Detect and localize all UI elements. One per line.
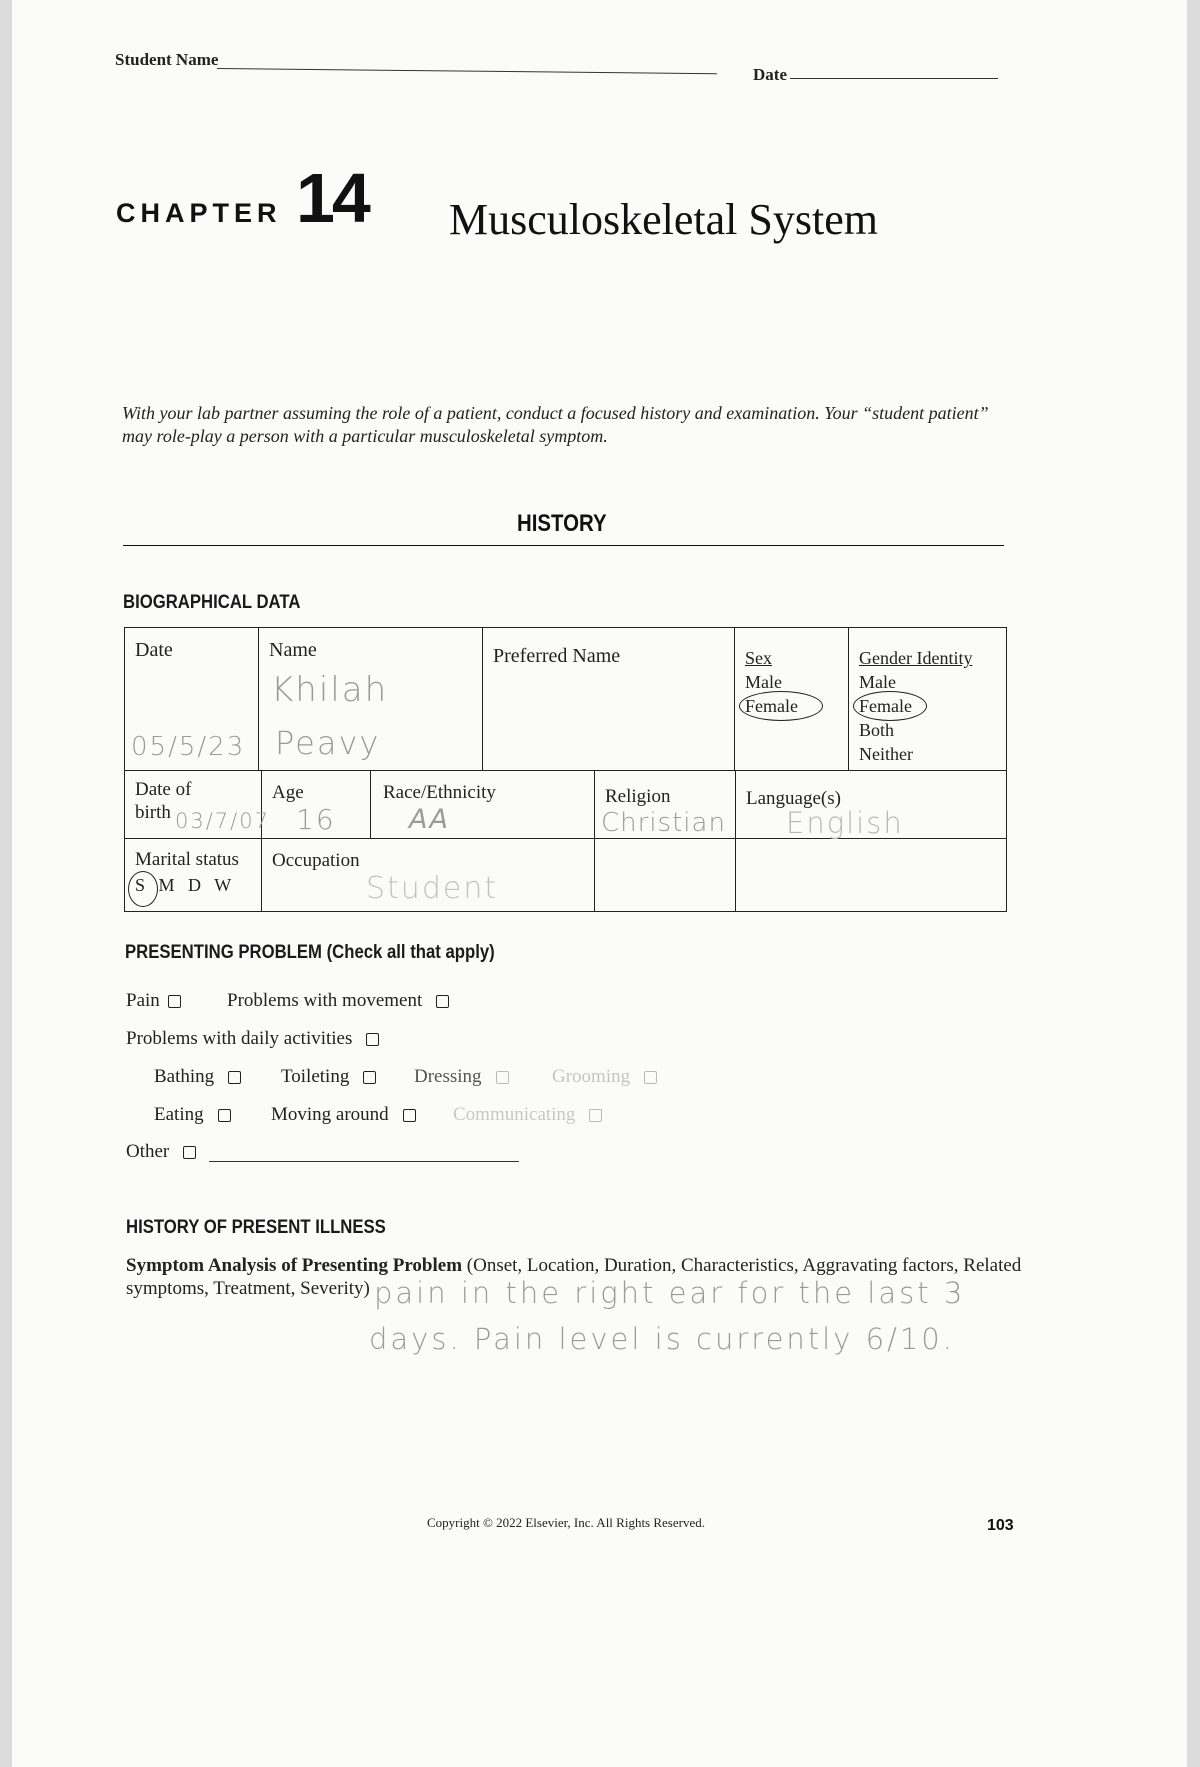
dressing-option[interactable] [414, 1066, 509, 1088]
movement-option[interactable] [227, 990, 449, 1012]
chapter-title: Musculoskeletal System [449, 195, 878, 244]
moving-around-option[interactable] [271, 1104, 416, 1126]
race-value: AA [409, 804, 450, 835]
moving-around-label: Moving around [271, 1104, 389, 1125]
preferred-name-cell[interactable] [483, 628, 735, 771]
copyright-text: Copyright © 2022 Elsevier, Inc. All Rights Reserved. [427, 1515, 705, 1530]
grooming-option[interactable] [552, 1066, 657, 1088]
language-label: Language(s) [746, 788, 841, 809]
other-label: Other [126, 1141, 170, 1162]
bathing-checkbox[interactable] [228, 1071, 241, 1084]
sex-cell[interactable] [735, 628, 849, 771]
moving-around-checkbox[interactable] [403, 1109, 416, 1122]
daily-activities-checkbox[interactable] [366, 1033, 379, 1046]
worksheet-page [12, 0, 1187, 1767]
name-cell[interactable] [259, 628, 483, 771]
gender-identity-cell[interactable] [849, 628, 1006, 771]
student-name-line[interactable] [217, 68, 717, 74]
page-number: 103 [987, 1517, 1014, 1534]
dob-value: 03/7/07 [175, 809, 270, 833]
religion-cell[interactable] [595, 771, 736, 839]
communicating-label: Communicating [453, 1104, 576, 1125]
date-cell-value: 05/5/23 [131, 732, 246, 762]
language-value: English [786, 806, 904, 840]
dressing-label: Dressing [414, 1066, 482, 1087]
history-heading: HISTORY [517, 510, 607, 537]
daily-activities-option[interactable] [126, 1028, 379, 1050]
toileting-option[interactable] [281, 1066, 376, 1088]
gender-identity-label: Gender Identity [859, 648, 973, 668]
marital-status-cell[interactable] [125, 839, 262, 911]
dob-label-line2: birth [135, 802, 171, 823]
religion-value: Christian [601, 808, 726, 838]
biographical-heading: BIOGRAPHICAL DATA [123, 592, 301, 613]
grooming-checkbox[interactable] [644, 1071, 657, 1084]
gender-option-male[interactable]: Male [859, 672, 896, 692]
toileting-label: Toileting [281, 1066, 350, 1087]
age-cell[interactable] [262, 771, 371, 839]
sex-label: Sex [745, 648, 772, 668]
dob-label-line1: Date of [135, 779, 192, 800]
hpi-prompt-rest-2: symptoms, Treatment, Severity) [126, 1278, 370, 1299]
gender-selected-circle [853, 691, 927, 721]
pain-checkbox[interactable] [168, 995, 181, 1008]
communicating-option[interactable] [453, 1104, 602, 1126]
gender-option-both[interactable]: Both [859, 720, 895, 740]
eating-label: Eating [154, 1104, 204, 1125]
sex-selected-circle [739, 691, 823, 721]
pain-label: Pain [126, 990, 160, 1011]
religion-label: Religion [605, 786, 671, 807]
hpi-answer-line1[interactable]: pain in the right ear for the last 3 [374, 1276, 966, 1310]
marital-status-options[interactable]: S M D W [135, 875, 232, 895]
other-checkbox[interactable] [183, 1146, 196, 1159]
language-cell[interactable] [736, 771, 1006, 839]
presenting-problem-heading: PRESENTING PROBLEM (Check all that apply) [125, 942, 495, 963]
instructions-text: With your lab partner assuming the role of a patient, conduct a focused history and examination. Your “student patient” may role-play a person with a particular musculoskeletal symptom. [122, 403, 989, 446]
hpi-heading: HISTORY OF PRESENT ILLNESS [126, 1217, 386, 1238]
bathing-label: Bathing [154, 1066, 215, 1087]
communicating-checkbox[interactable] [589, 1109, 602, 1122]
other-option[interactable] [126, 1141, 196, 1163]
dob-cell[interactable] [125, 771, 270, 839]
date-cell[interactable] [125, 628, 259, 771]
occupation-label: Occupation [272, 850, 360, 871]
date-label: Date [753, 65, 787, 84]
name-last-value: Peavy [275, 724, 381, 762]
chapter-label: CHAPTER [116, 198, 282, 228]
date-cell-label: Date [135, 639, 173, 661]
hpi-prompt-bold: Symptom Analysis of Presenting Problem [126, 1255, 463, 1276]
occupation-value: Student [366, 871, 499, 906]
toileting-checkbox[interactable] [363, 1071, 376, 1084]
age-value: 16 [296, 803, 336, 836]
sex-option-male[interactable]: Male [745, 672, 782, 692]
hpi-answer-line2[interactable]: days. Pain level is currently 6/10. [369, 1322, 955, 1356]
marital-status-label: Marital status [135, 849, 239, 870]
gender-option-neither[interactable]: Neither [859, 744, 913, 764]
age-label: Age [272, 782, 304, 803]
date-line[interactable] [790, 78, 998, 79]
dressing-checkbox[interactable] [496, 1071, 509, 1084]
daily-activities-label: Problems with daily activities [126, 1028, 353, 1049]
grooming-label: Grooming [552, 1066, 631, 1087]
gender-option-female[interactable]: Female [859, 696, 912, 716]
movement-checkbox[interactable] [436, 995, 449, 1008]
student-name-label: Student Name [115, 50, 219, 69]
history-rule [123, 545, 1004, 546]
blank-cell-1[interactable] [595, 839, 736, 911]
hpi-prompt-rest-1: (Onset, Location, Duration, Characteristics, Aggravating factors, Related [462, 1255, 1022, 1276]
chapter-number: 14 [296, 159, 368, 237]
race-cell[interactable] [371, 771, 595, 839]
marital-selected-circle [128, 871, 158, 907]
bathing-option[interactable] [154, 1066, 241, 1088]
pain-option[interactable] [126, 990, 181, 1012]
blank-cell-2[interactable] [736, 839, 1006, 911]
movement-label: Problems with movement [227, 990, 423, 1011]
biographical-table [124, 627, 1007, 912]
race-label: Race/Ethnicity [383, 782, 496, 803]
sex-option-female[interactable]: Female [745, 696, 798, 716]
eating-checkbox[interactable] [218, 1109, 231, 1122]
other-line[interactable] [209, 1161, 519, 1162]
name-cell-label: Name [269, 639, 317, 661]
preferred-name-label: Preferred Name [493, 645, 621, 667]
occupation-cell[interactable] [262, 839, 595, 911]
eating-option[interactable] [154, 1104, 231, 1126]
name-first-value: Khilah [271, 670, 389, 710]
